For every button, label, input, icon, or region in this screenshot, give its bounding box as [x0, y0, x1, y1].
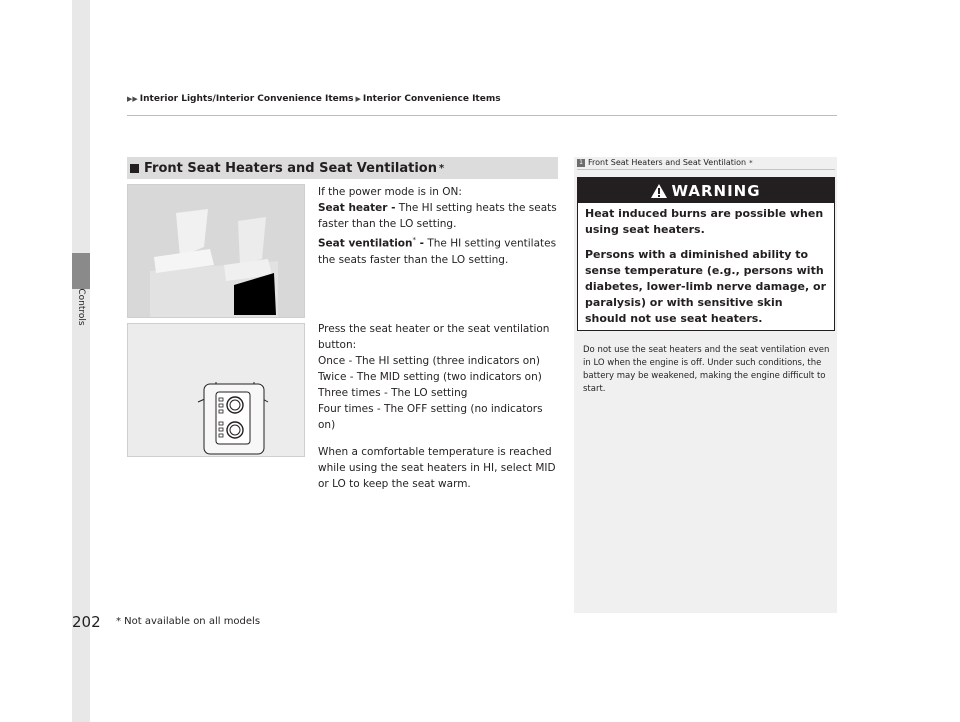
seat-heater-label: Seat heater - — [318, 202, 396, 214]
reference-icon: 1 — [577, 159, 585, 167]
side-tab-label: Controls — [76, 288, 86, 326]
section-heading — [127, 157, 558, 179]
seat-heater-text: The HI setting heats the seats faster than the LO setting. — [318, 202, 557, 230]
seat-illustration — [127, 184, 305, 318]
page-number: 202 — [72, 613, 101, 631]
seat-ventilation-star: * — [412, 236, 416, 244]
switch-illustration — [127, 323, 305, 457]
spacer — [318, 433, 558, 444]
warning-body — [578, 203, 834, 339]
press-twice-line: Twice - The MID setting (two indicators on) — [318, 371, 542, 383]
seats-icon — [128, 185, 305, 318]
sidebar-title — [577, 158, 753, 167]
comfortable-temperature-tip: When a comfortable temperature is reached while using the seat heaters in HI, select MID or LO to keep the seat warm. — [318, 446, 556, 490]
warning-header — [578, 178, 834, 203]
sidebar-title-star: * — [749, 158, 753, 167]
seat-heater-description — [318, 184, 558, 268]
header-divider — [127, 115, 837, 116]
sidebar-title-text: Front Seat Heaters and Seat Ventilation — [588, 158, 747, 167]
seat-heater-item — [318, 200, 558, 232]
seat-ventilation-label: Seat ventilation — [318, 237, 413, 250]
section-title-star: * — [438, 162, 445, 174]
seat-ventilation-dash: - — [416, 237, 425, 250]
press-four-times-line: Four times - The OFF setting (no indicators on) — [318, 403, 543, 431]
breadcrumb — [127, 94, 501, 104]
warning-burns-text: Heat induced burns are possible when using seat heaters. — [585, 207, 824, 236]
seat-ventilation-text: The HI setting ventilates the seats faster than the LO setting. — [318, 237, 557, 266]
press-three-times-line: Three times - The LO setting — [318, 387, 468, 399]
breadcrumb-arrow-icon: ▶ — [355, 95, 361, 103]
button-operation-description — [318, 321, 558, 492]
warning-triangle-icon — [651, 184, 667, 198]
sidebar-note: Do not use the seat heaters and the seat ventilation even in LO when the engine is off. Under such conditions, the battery may be weakened, making the engine difficult to start. — [583, 345, 830, 394]
warning-sensitivity-text: Persons with a diminished ability to sense temperature (e.g., persons with diabetes, lower-limb nerve damage, or paralysis) or with sensitive skin should not use seat heaters. — [585, 248, 827, 325]
sidebar-divider — [577, 169, 835, 170]
power-mode-line: If the power mode is in ON: — [318, 186, 462, 198]
breadcrumb-arrow-icon: ▶▶ — [127, 95, 138, 103]
footnote: * Not available on all models — [116, 616, 261, 627]
breadcrumb-item[interactable]: Interior Convenience Items — [362, 94, 501, 104]
seat-ventilation-item — [318, 232, 558, 268]
section-title: Front Seat Heaters and Seat Ventilation — [144, 160, 437, 176]
button-intro: Press the seat heater or the seat ventilation button: — [318, 323, 550, 351]
heading-square-icon — [130, 164, 139, 173]
seat-heater-switch-icon — [128, 324, 305, 457]
breadcrumb-item[interactable]: Interior Lights/Interior Convenience Items — [139, 94, 354, 104]
warning-label: WARNING — [671, 181, 761, 200]
side-tab-marker — [72, 253, 90, 289]
warning-box — [577, 177, 835, 331]
press-once-line: Once - The HI setting (three indicators on) — [318, 355, 540, 367]
